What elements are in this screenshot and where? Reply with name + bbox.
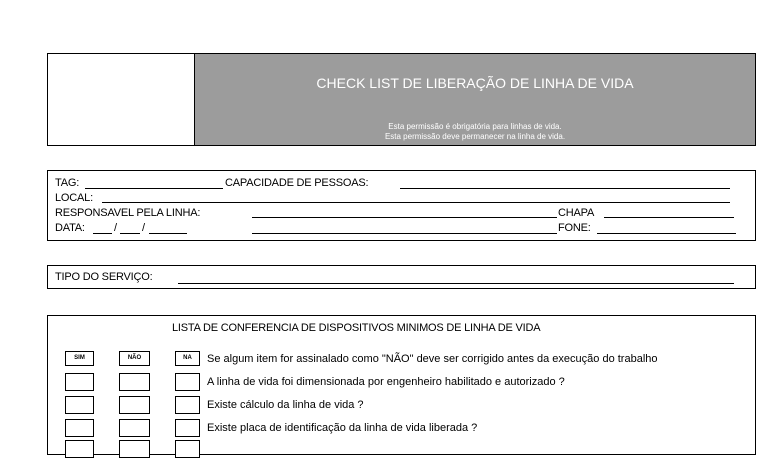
item3-sim-checkbox[interactable] [65, 419, 94, 437]
col-na-header: NA [175, 351, 200, 366]
tipo-servico-field[interactable] [178, 283, 734, 284]
tipo-servico-label: TIPO DO SERVIÇO: [55, 271, 153, 283]
capacidade-field[interactable] [400, 188, 730, 189]
data-label: DATA: [55, 222, 85, 234]
local-label: LOCAL: [55, 192, 93, 204]
data-extra-field[interactable] [252, 233, 557, 234]
tag-label: TAG: [55, 177, 80, 189]
tipo-servico-box [47, 265, 756, 289]
item4-sim-checkbox[interactable] [65, 440, 94, 458]
col-sim-header: SIM [65, 351, 94, 366]
checklist-intro: Se algum item for assinalado como "NÃO" deve ser corrigido antes da execução do trabalho [207, 353, 658, 365]
logo-area [48, 54, 195, 145]
col-nao-header: NÃO [119, 351, 150, 366]
responsavel-label: RESPONSAVEL PELA LINHA: [55, 207, 201, 219]
item2-na-checkbox[interactable] [175, 396, 200, 414]
capacidade-label: CAPACIDADE DE PESSOAS: [225, 177, 369, 189]
item1-nao-checkbox[interactable] [119, 373, 150, 391]
responsavel-field[interactable] [252, 217, 557, 218]
data-month-field[interactable] [120, 233, 140, 234]
tag-field[interactable] [85, 188, 223, 189]
item2-nao-checkbox[interactable] [119, 396, 150, 414]
header-banner [195, 54, 755, 145]
checklist-title: LISTA DE CONFERENCIA DE DISPOSITIVOS MINIMOS DE LINHA DE VIDA [172, 322, 541, 334]
fone-field[interactable] [597, 233, 736, 234]
chapa-label: CHAPA [558, 207, 595, 219]
item1-na-checkbox[interactable] [175, 373, 200, 391]
checklist-item-3: Existe placa de identificação da linha de vida liberada ? [207, 422, 478, 434]
checklist-item-2: Existe cálculo da linha de vida ? [207, 399, 364, 411]
fone-label: FONE: [558, 222, 591, 234]
data-sep-2: / [142, 222, 145, 234]
chapa-field[interactable] [604, 217, 734, 218]
item4-na-checkbox[interactable] [175, 440, 200, 458]
item1-sim-checkbox[interactable] [65, 373, 94, 391]
item3-nao-checkbox[interactable] [119, 419, 150, 437]
page-title: CHECK LIST DE LIBERAÇÃO DE LINHA DE VIDA [316, 75, 634, 91]
item4-nao-checkbox[interactable] [119, 440, 150, 458]
checklist-item-1: A linha de vida foi dimensionada por engenheiro habilitado e autorizado ? [207, 376, 565, 388]
local-field[interactable] [102, 202, 730, 203]
info-box [47, 170, 756, 241]
header-note-1: Esta permissão é obrigatória para linhas de vida. [388, 122, 562, 131]
data-day-field[interactable] [93, 233, 112, 234]
data-year-field[interactable] [149, 233, 187, 234]
item3-na-checkbox[interactable] [175, 419, 200, 437]
data-sep-1: / [114, 222, 117, 234]
item2-sim-checkbox[interactable] [65, 396, 94, 414]
header-note-2: Esta permissão deve permanecer na linha de vida. [384, 132, 566, 141]
